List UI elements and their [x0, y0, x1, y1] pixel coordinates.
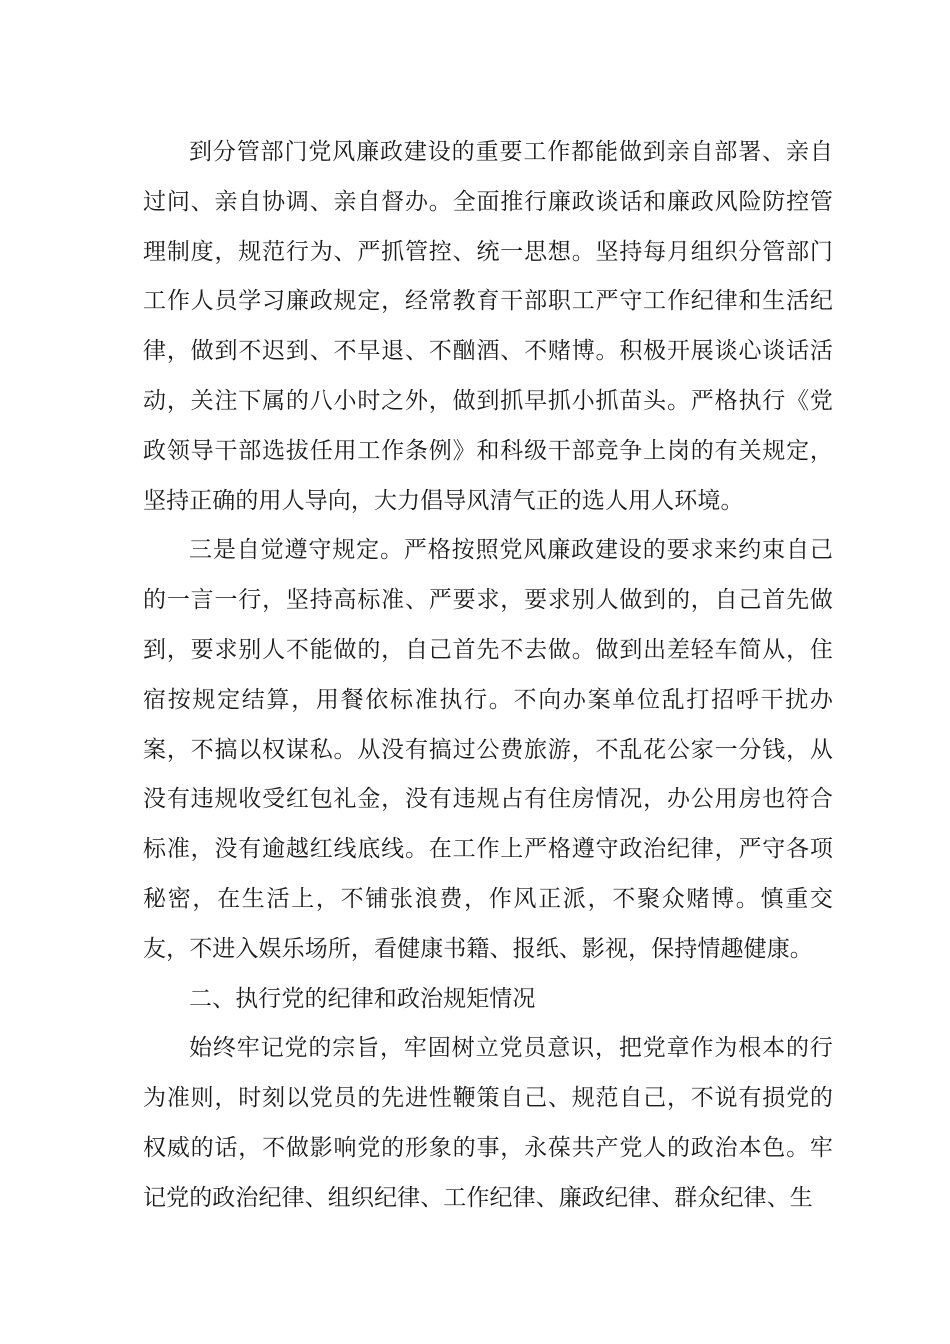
document-body [143, 128, 833, 1224]
paragraph-party-purpose: 始终牢记党的宗旨，牢固树立党员意识，把党章作为根本的行为准则，时刻以党员的先进性鞭策自己、规范自己，不说有损党的权威的话，不做影响党的形象的事，永葆共产党人的政治本色。牢记党的政治纪律、组织纪律、工作纪律、廉政纪律、群众纪律、生 [143, 1035, 833, 1211]
paragraph-party-discipline-oversight: 到分管部门党风廉政建设的重要工作都能做到亲自部署、亲自过问、亲自协调、亲自督办。全面推行廉政谈话和廉政风险防控管理制度，规范行为、严抓管控、统一思想。坚持每月组织分管部门工作人员学习廉政规定，经常教育干部职工严守工作纪律和生活纪律，做到不迟到、不早退、不酗酒、不赌博。积极开展谈心谈话活动，关注下属的八小时之外，做到抓早抓小抓苗头。严格执行《党政领导干部选拔任用工作条例》和科级干部竞争上岗的有关规定，坚持正确的用人导向，大力倡导风清气正的选人用人环境。 [143, 139, 833, 514]
paragraph-self-compliance: 三是自觉遵守规定。严格按照党风廉政建设的要求来约束自己的一言一行，坚持高标准、严要求，要求别人做到的，自己首先做到，要求别人不能做的，自己首先不去做。做到出差轻车简从，住宿按规定结算，用餐依标准执行。不向办案单位乱打招呼干扰办案，不搞以权谋私。从没有搞过公费旅游，不乱花公家一分钱，从没有违规收受红包礼金，没有违规占有住房情况，办公用房也符合标准，没有逾越红线底线。在工作上严格遵守政治纪律，严守各项秘密，在生活上，不铺张浪费，作风正派，不聚众赌博。慎重交友，不进入娱乐场所，看健康书籍、报纸、影视，保持情趣健康。 [143, 537, 833, 962]
section-heading-party-rules: 二、执行党的纪律和政治规矩情况 [189, 985, 536, 1012]
